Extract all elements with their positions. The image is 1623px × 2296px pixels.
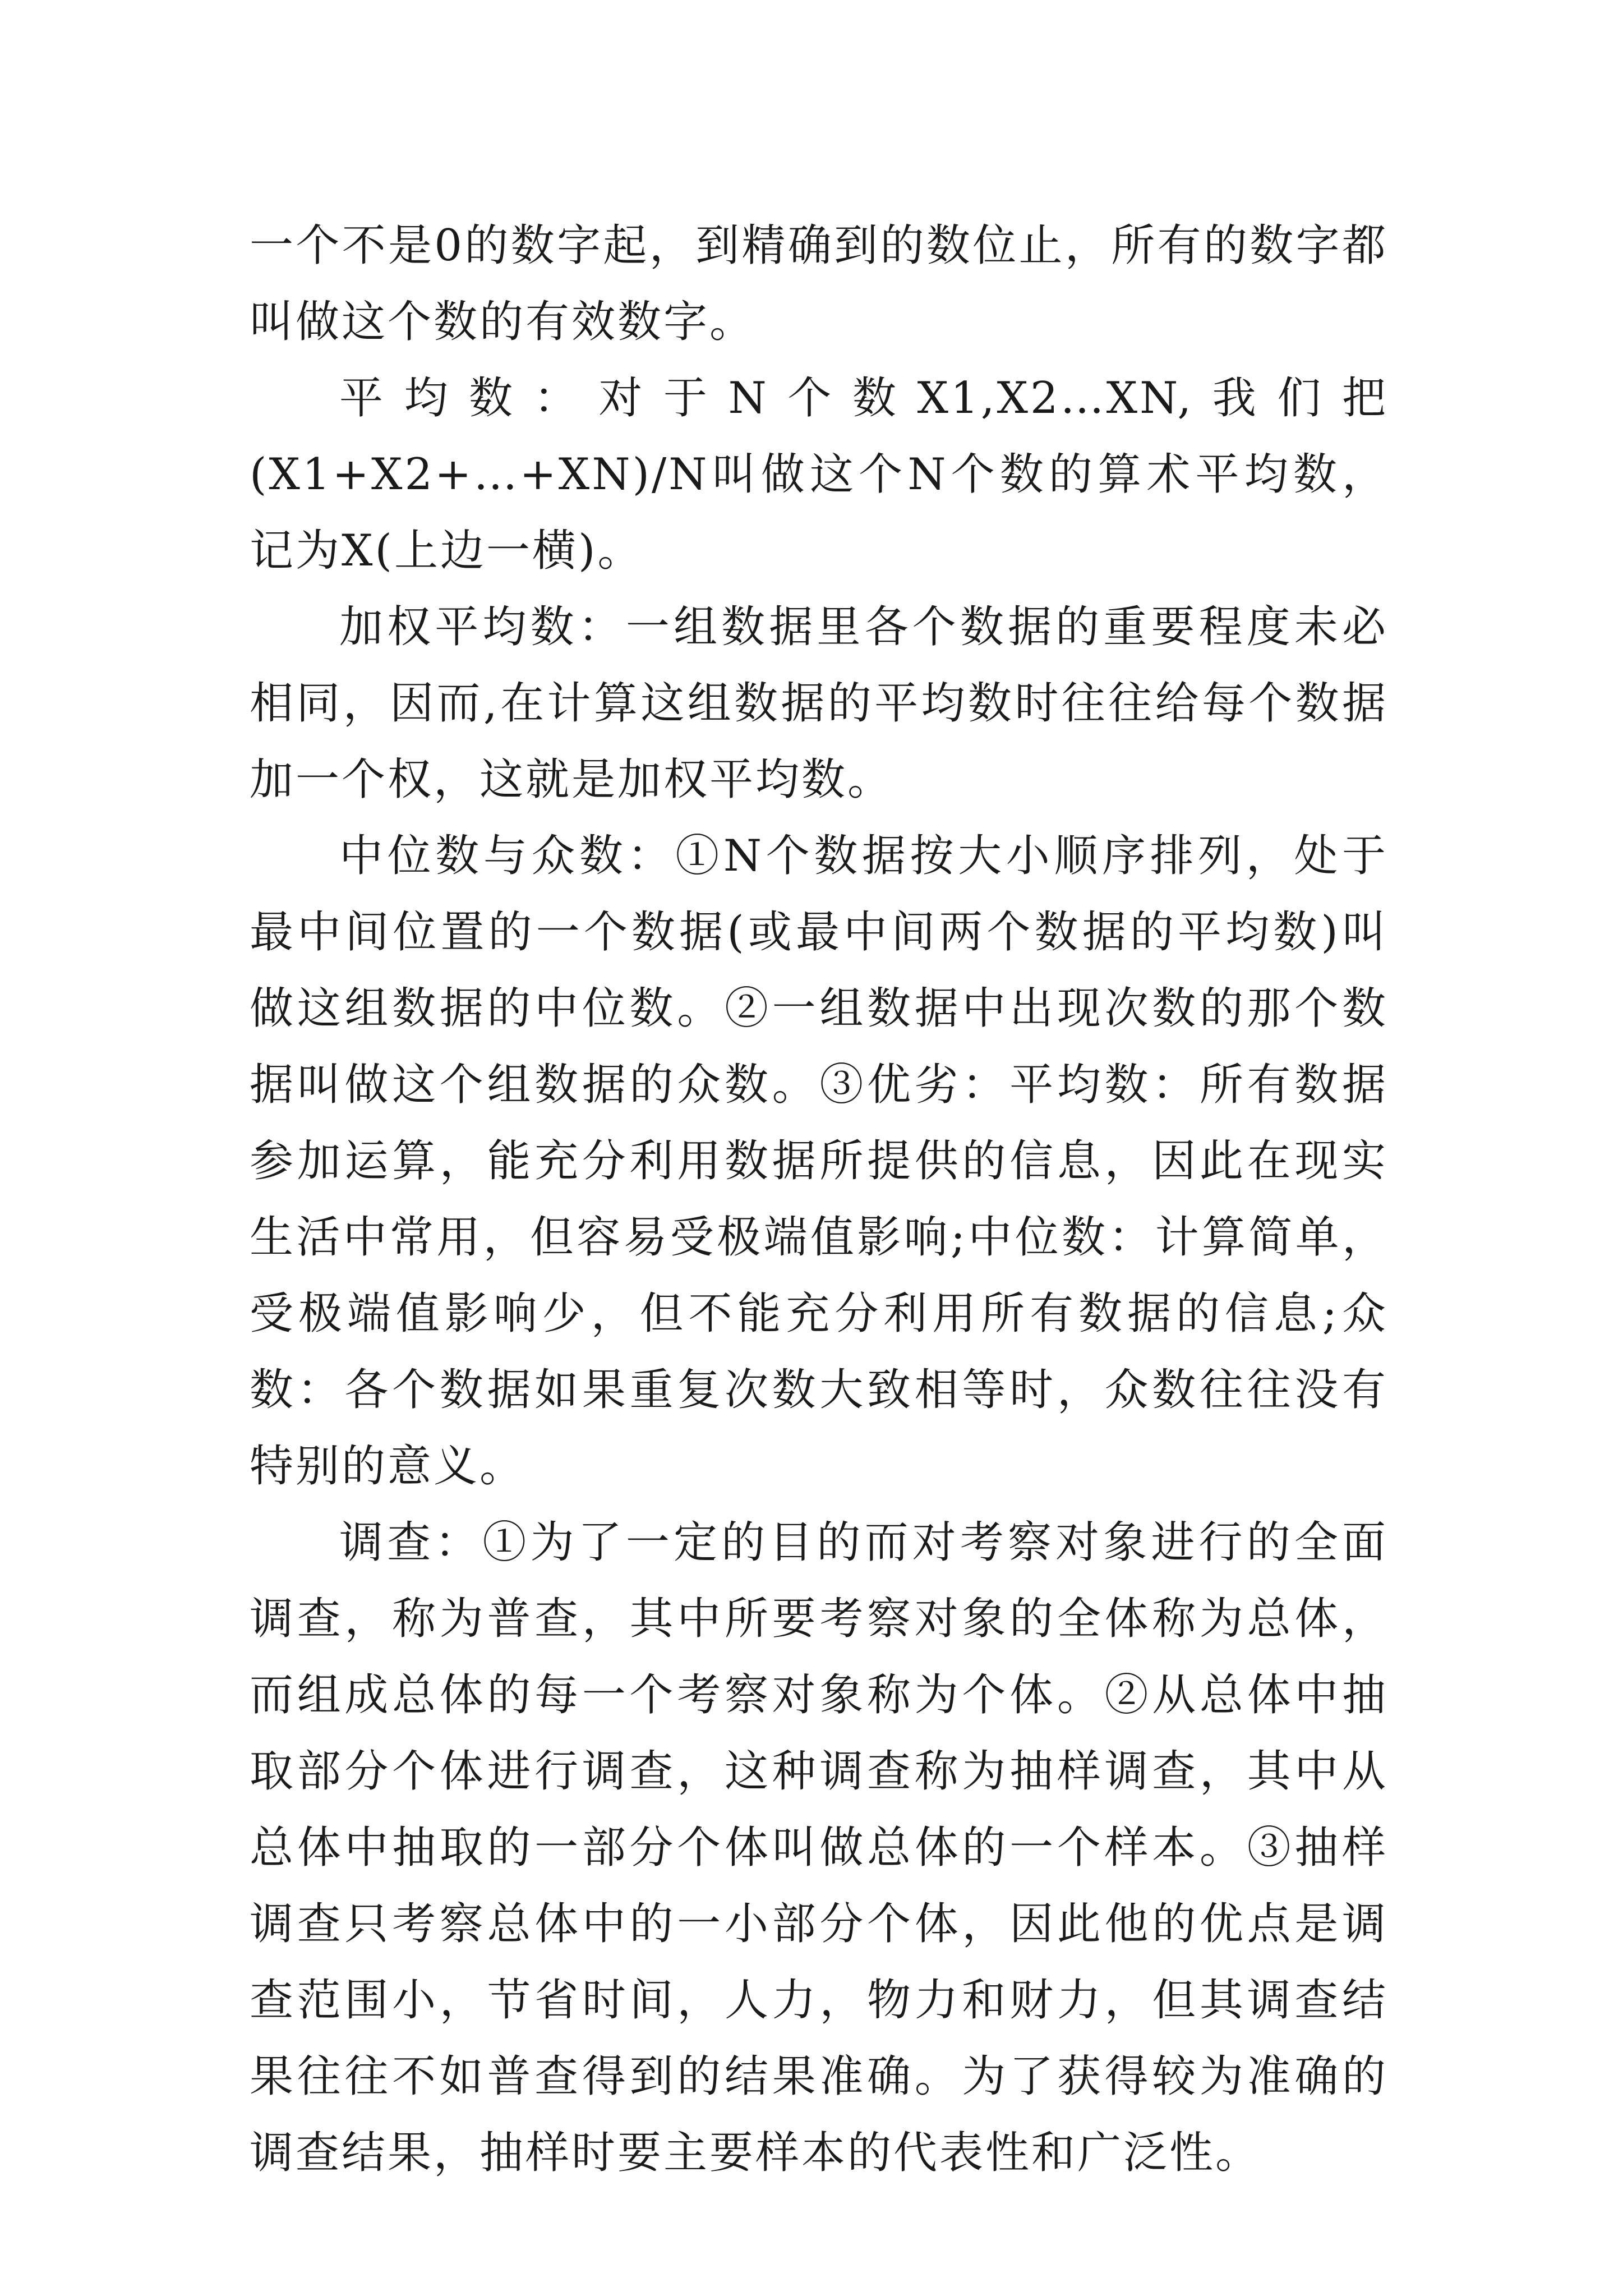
paragraph-weighted-mean: 加权平均数：一组数据里各个数据的重要程度未必相同，因而,在计算这组数据的平均数时往往给每个数据加一个权，这就是加权平均数。 xyxy=(250,602,1388,805)
document-body xyxy=(250,208,1388,2191)
paragraph-significant-figures: 一个不是0的数字起，到精确到的数位止，所有的数字都叫做这个数的有效数字。 xyxy=(250,220,1388,347)
paragraph-median-mode: 中位数与众数：①N个数据按大小顺序排列，处于最中间位置的一个数据(或最中间两个数据的平均数)叫做这组数据的中位数。②一组数据中出现次数的那个数据叫做这个组数据的众数。③优劣：平均数：所有数据参加运算，能充分利用数据所提供的信息，因此在现实生活中常用，但容易受极端值影响;中位数：计算简单，受极端值影响少，但不能充分利用所有数据的信息;众数：各个数据如果重复次数大致相等时，众数往往没有特别的意义。 xyxy=(250,831,1388,1492)
paragraph-mean: 平均数：对于N个数X1,X2…XN,我们把(X1+X2+…+XN)/N叫做这个N个数的算术平均数，记为X(上边一横)。 xyxy=(250,373,1388,576)
paragraph-survey: 调查：①为了一定的目的而对考察对象进行的全面调查，称为普查，其中所要考察对象的全体称为总体，而组成总体的每一个考察对象称为个体。②从总体中抽取部分个体进行调查，这种调查称为抽样调查，其中从总体中抽取的一部分个体叫做总体的一个样本。③抽样调查只考察总体中的一小部分个体，因此他的优点是调查范围小，节省时间，人力，物力和财力，但其调查结果往往不如普查得到的结果准确。为了获得较为准确的调查结果，抽样时要主要样本的代表性和广泛性。 xyxy=(250,1517,1388,2178)
